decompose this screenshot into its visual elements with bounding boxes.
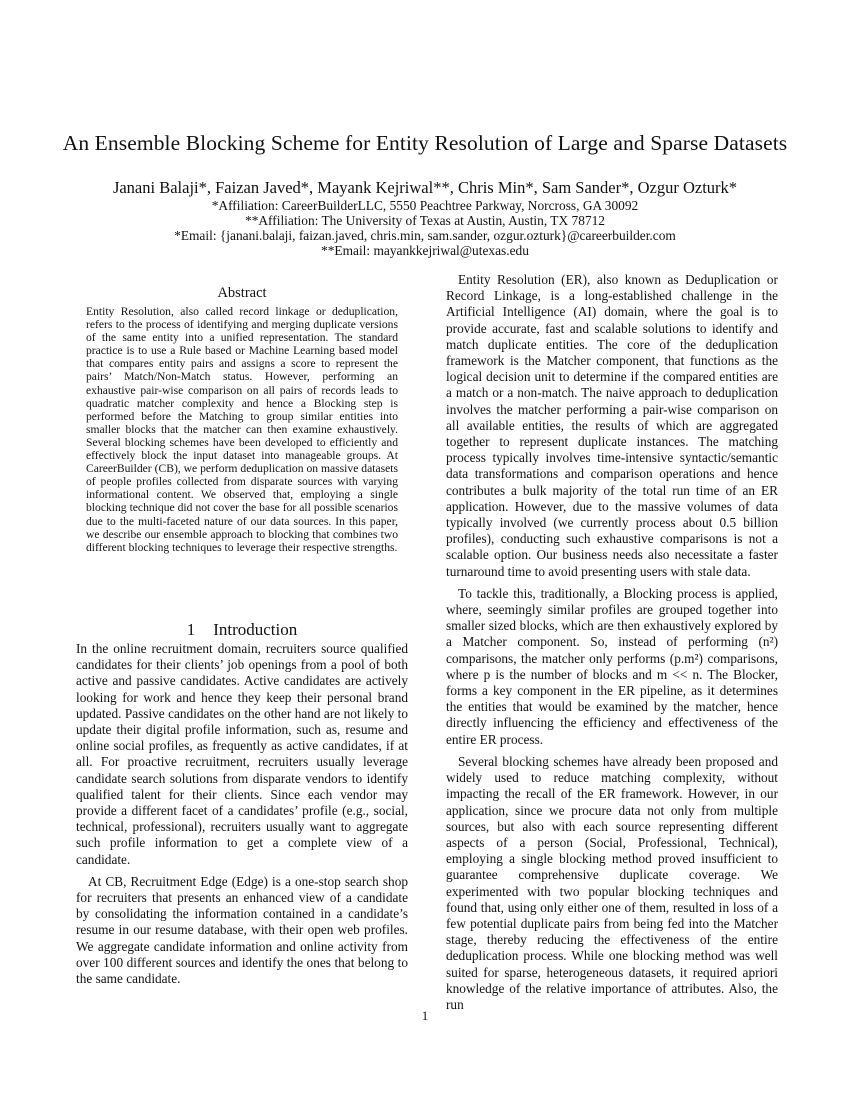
abstract-text: Entity Resolution, also called record linkage or deduplication, refers to the process of identifying and merging duplicate versions of the same entity into a unified representation. The standard practice is to use a Rule based or Machine Learning based model that compares entity pairs and assigns a score to represent the pairs’ Match/Non-Match status. However, performing an exhaustive pair-wise comparison on all pairs of records leads to quadratic matcher complexity and hence a Blocking step is performed before the Matching to group similar entities into smaller blocks that the matcher can then examine exhaustively. Several blocking schemes have been developed to efficiently and effectively block the input dataset into manageable groups. At CareerBuilder (CB), we perform deduplication on massive datasets of people profiles collected from disparate sources with varying informational content. We observed that, employing a single blocking technique did not cover the base for all possible scenarios due to the multi-faceted nature of our data sources. In this paper, we describe our ensemble approach to blocking that combines two different blocking techniques to leverage their respective strengths. <box>86 305 398 554</box>
paragraph: Entity Resolution (ER), also known as Deduplication or Record Linkage, is a long-established challenge in the Artificial Intelligence (AI) domain, where the goal is to provide accurate, fast and scalable solutions to identify and match duplicate entities. The core of the deduplication framework is the Matcher component, that functions as the logical decision unit to determine if the compared entities are a match or a non-match. The naive approach to deduplication involves the matcher performing a pair-wise comparison on all available entities, the results of which are aggregated together to represent duplicate instances. The matching process typically involves time-intensive syntactic/semantic data transformations and comparison operations and hence contributes a bulk majority of the total run time of an ER application. However, due to the massive volumes of data typically involved (we currently process about 0.5 billion profiles), conducting such exhaustive comparisons is not a scalable option. Our business needs also necessitate a faster turnaround time to avoid presenting users with stale data. <box>446 272 778 579</box>
section-title: Introduction <box>213 620 298 639</box>
paragraph: At CB, Recruitment Edge (Edge) is a one-stop search shop for recruiters that presents an enhanced view of a candidate by consolidating the information contained in a candidate’s resume in our resume database, with their open web profiles. We aggregate candidate information and online activity from over 100 different sources and identify the ones that belong to the same candidate. <box>76 873 408 987</box>
section-number: 1 <box>186 620 196 639</box>
left-column <box>76 641 408 993</box>
paragraph: To tackle this, traditionally, a Blocking process is applied, where, seemingly similar profiles are grouped together into smaller sized blocks, which are then exhaustively explored by a Matcher component. So, instead of performing (n²) comparisons, the matcher only performs (p.m²) comparisons, where p is the number of blocks and m << n. The Blocker, forms a key component in the ER pipeline, as it determines the entities that would be examined by the matcher, hence directly influencing the efficiency and effectiveness of the entire ER process. <box>446 585 778 747</box>
paper-title: An Ensemble Blocking Scheme for Entity Resolution of Large and Sparse Datasets <box>62 131 788 155</box>
email-line: *Email: {janani.balaji, faizan.javed, chris.min, sam.sander, ozgur.ozturk}@careerbuilder.com <box>174 228 676 243</box>
right-column <box>446 272 778 1019</box>
abstract-heading: Abstract <box>217 285 267 301</box>
paragraph: In the online recruitment domain, recruiters source qualified candidates for their clients’ job openings from a pool of both active and passive candidates. Active candidates are actively looking for work and hence they keep their personal brand updated. Passive candidates on the other hand are not likely to update their digital profile information, such as, resume and online social profiles, as frequently as active candidates, if at all. For proactive recruitment, recruiters usually leverage candidate search solutions from disparate vendors to identify qualified talent for their clients. Since each vendor may provide a different facet of a candidates’ profile (e.g., social, technical, professional), recruiters usually want to aggregate such profile information to get a complete view of a candidate. <box>76 641 408 867</box>
affiliation-line: *Affiliation: CareerBuilderLLC, 5550 Peachtree Parkway, Norcross, GA 30092 <box>211 198 639 213</box>
page-number: 1 <box>421 1008 429 1023</box>
affiliation-line: **Affiliation: The University of Texas at Austin, Austin, TX 78712 <box>245 213 605 228</box>
author-list: Janani Balaji*, Faizan Javed*, Mayank Kejriwal**, Chris Min*, Sam Sander*, Ozgur Ozturk* <box>112 178 738 197</box>
paragraph: Several blocking schemes have already been proposed and widely used to reduce matching complexity, without impacting the recall of the ER framework. However, in our application, since we procure data not only from multiple sources, but also with each source representing different aspects of a person (Social, Professional, Technical), employing a single blocking method proved insufficient to guarantee comprehensive duplicate coverage. We experimented with two popular blocking techniques and found that, using only either one of them, resulted in loss of a few potential duplicate pairs from being fed into the Matcher stage, thereby reducing the effectiveness of the entire deduplication process. While one blocking method was well suited for sparse, heterogeneous datasets, it required apriori knowledge of the relative importance of attributes. Also, the run <box>446 753 778 1012</box>
email-line: **Email: mayankkejriwal@utexas.edu <box>321 243 529 258</box>
section-heading <box>76 620 408 640</box>
